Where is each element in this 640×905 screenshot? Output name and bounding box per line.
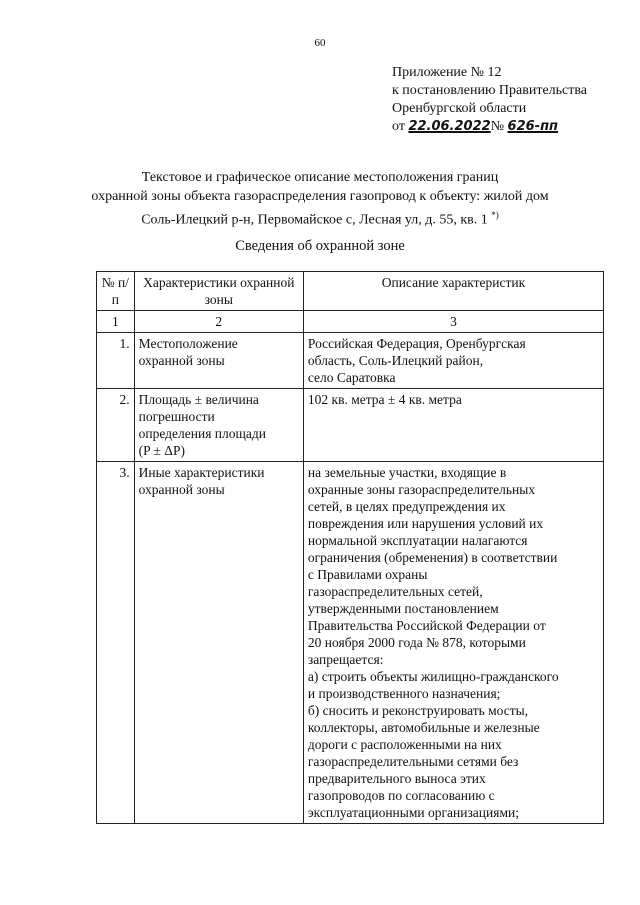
description-line: повреждения или нарушения условий их bbox=[307, 516, 544, 531]
description-line: коллекторы, автомобильные и железные bbox=[307, 720, 540, 735]
characteristic-line: определения площади bbox=[138, 426, 266, 441]
title-line-1: Текстовое и графическое описание местоположения границ bbox=[141, 170, 499, 185]
footnote-mark: *) bbox=[491, 210, 499, 220]
table-header-row bbox=[97, 272, 604, 311]
description-line: газораспределительными сетями без bbox=[307, 754, 519, 769]
table-column-number-row bbox=[97, 311, 604, 333]
protection-zone-table bbox=[96, 271, 604, 824]
description-line: Российская Федерация, Оренбургская bbox=[307, 336, 526, 351]
characteristic-line: погрешности bbox=[138, 409, 215, 424]
characteristic-line: охранной зоны bbox=[138, 482, 225, 497]
description-line: область, Соль-Илецкий район, bbox=[307, 353, 484, 368]
row-description bbox=[303, 333, 603, 389]
description-line: а) строить объекты жилищно-гражданского bbox=[307, 669, 559, 684]
characteristic-line: охранной зоны bbox=[138, 353, 225, 368]
row-characteristic bbox=[134, 462, 303, 824]
column-number-3: 3 bbox=[303, 311, 603, 333]
description-line: предварительного выноса этих bbox=[307, 771, 486, 786]
row-characteristic bbox=[134, 389, 303, 462]
appendix-number: 626-пп bbox=[507, 119, 559, 134]
title-line-3-text: Соль-Илецкий р-н, Первомайское с, Лесная ул, д. 55, кв. 1 bbox=[141, 212, 488, 228]
table-row bbox=[97, 389, 604, 462]
characteristic-line: Местоположение bbox=[138, 336, 238, 351]
characteristic-line: Иные характеристики bbox=[138, 465, 265, 480]
header-description: Описание характеристик bbox=[303, 272, 603, 311]
column-number-1: 1 bbox=[97, 311, 135, 333]
description-line: дороги с расположенными на них bbox=[307, 737, 502, 752]
header-characteristic: Характеристики охранной зоны bbox=[134, 272, 303, 311]
table-row bbox=[97, 333, 604, 389]
row-description bbox=[303, 389, 603, 462]
description-line: ограничения (обременения) в соответствии bbox=[307, 550, 558, 565]
description-line: эксплуатационными организациями; bbox=[307, 805, 519, 820]
characteristic-line: Площадь ± величина bbox=[138, 392, 259, 407]
description-line: на земельные участки, входящие в bbox=[307, 465, 507, 480]
description-line: с Правилами охраны bbox=[307, 567, 428, 582]
appendix-date-line bbox=[392, 118, 587, 136]
description-line: 102 кв. метра ± 4 кв. метра bbox=[307, 392, 462, 407]
table-row bbox=[97, 462, 604, 824]
description-line: б) сносить и реконструировать мосты, bbox=[307, 703, 529, 718]
row-description bbox=[303, 462, 603, 824]
description-line: и производственного назначения; bbox=[307, 686, 501, 701]
row-number: 1. bbox=[97, 333, 135, 389]
title-line-3 bbox=[60, 206, 580, 230]
appendix-number-sign: № bbox=[490, 119, 505, 134]
document-title bbox=[60, 168, 580, 230]
appendix-line-1: Приложение № 12 bbox=[392, 65, 502, 80]
description-line: 20 ноября 2000 года № 878, которыми bbox=[307, 635, 526, 650]
description-line: утвержденными постановлением bbox=[307, 601, 499, 616]
appendix-line-2: к постановлению Правительства bbox=[392, 83, 588, 98]
description-line: Правительства Российской Федерации от bbox=[307, 618, 546, 633]
column-number-2: 2 bbox=[134, 311, 303, 333]
row-characteristic bbox=[134, 333, 303, 389]
description-line: запрещается: bbox=[307, 652, 384, 667]
title-line-2: охранной зоны объекта газораспределения газопровод к объекту: жилой дом bbox=[91, 189, 549, 204]
description-line: село Саратовка bbox=[307, 370, 396, 385]
appendix-date: 22.06.2022 bbox=[408, 119, 491, 134]
description-line: газораспределительных сетей, bbox=[307, 584, 483, 599]
table-body bbox=[97, 333, 604, 824]
appendix-from: от bbox=[392, 119, 405, 134]
description-line: газопроводов по согласованию с bbox=[307, 788, 495, 803]
section-subtitle: Сведения об охранной зоне bbox=[235, 238, 405, 254]
description-line: нормальной эксплуатации налагаются bbox=[307, 533, 528, 548]
row-number: 3. bbox=[97, 462, 135, 824]
description-line: охранные зоны газораспределительных bbox=[307, 482, 536, 497]
description-line: сетей, в целях предупреждения их bbox=[307, 499, 506, 514]
characteristic-line: (P ± ΔP) bbox=[138, 443, 185, 458]
appendix-line-3: Оренбургской области bbox=[392, 101, 527, 116]
header-number: № п/п bbox=[97, 272, 135, 311]
page-number: 60 bbox=[314, 37, 326, 49]
appendix-header bbox=[392, 64, 587, 136]
row-number: 2. bbox=[97, 389, 135, 462]
